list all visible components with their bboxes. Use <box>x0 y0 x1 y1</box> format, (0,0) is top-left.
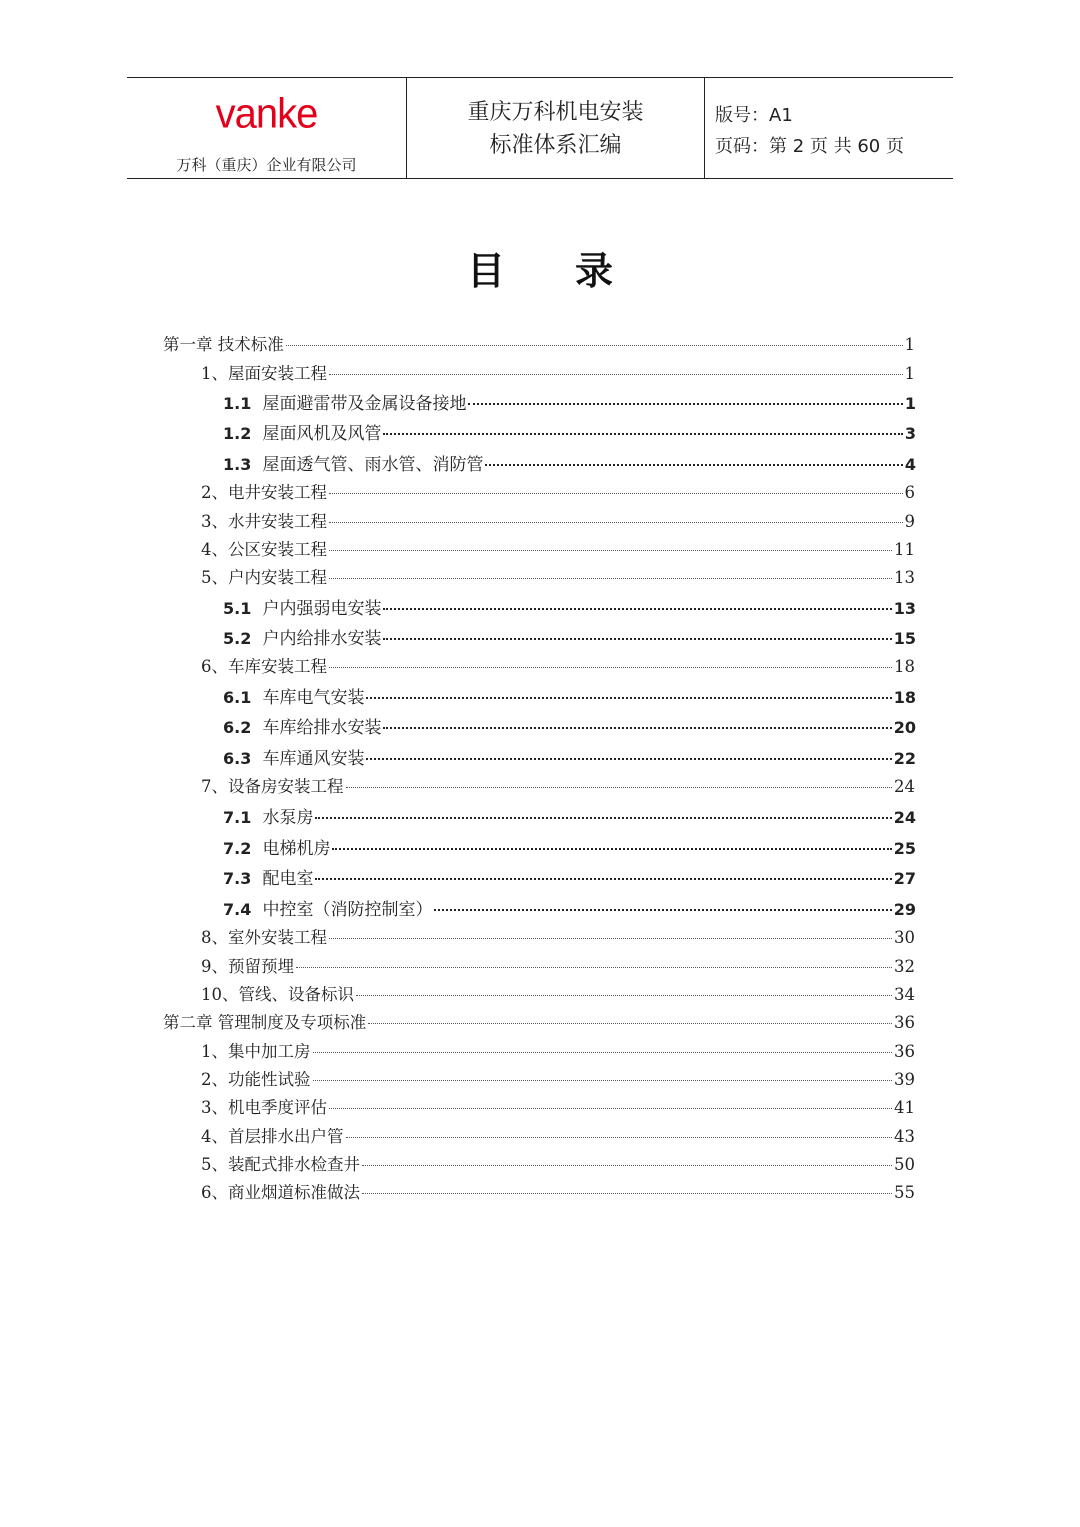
toc-entry-number: 7.3 <box>223 869 252 888</box>
toc-entry-text: 户内强弱电安装 <box>262 599 382 619</box>
toc-leader-dots <box>434 909 891 911</box>
toc-entry-label: 第二章 管理制度及专项标准 <box>163 1013 367 1032</box>
toc-page-number: 39 <box>894 1070 915 1089</box>
toc-leader-dots <box>362 1165 892 1166</box>
toc-page-number: 24 <box>894 777 915 796</box>
toc-entry[interactable] <box>223 895 916 920</box>
toc-page-number: 55 <box>894 1183 915 1202</box>
toc-entry[interactable] <box>223 803 916 828</box>
toc-page-number: 36 <box>894 1013 915 1032</box>
toc-leader-dots <box>383 608 891 610</box>
toc-leader-dots <box>329 578 892 579</box>
toc-entry[interactable] <box>163 1009 915 1033</box>
toc-entry[interactable] <box>163 331 915 355</box>
toc-entry-label: 8、室外安装工程 <box>201 928 327 947</box>
toc-leader-dots <box>366 697 891 699</box>
toc-entry[interactable] <box>201 508 915 532</box>
toc-page-number: 34 <box>894 985 915 1004</box>
toc-page-number: 36 <box>894 1042 915 1061</box>
document-title <box>407 96 704 162</box>
toc-entry-label <box>223 389 466 414</box>
toc-leader-dots <box>329 522 903 523</box>
toc-entry-text: 屋面透气管、雨水管、消防管 <box>262 455 484 475</box>
header-title-cell <box>407 78 705 178</box>
toc-entry[interactable] <box>223 744 916 769</box>
toc-entry[interactable] <box>201 1179 915 1203</box>
toc-entry-label: 第一章 技术标准 <box>163 335 284 354</box>
toc-entry[interactable] <box>223 834 916 859</box>
document-title-line2: 标准体系汇编 <box>489 133 622 158</box>
toc-leader-dots <box>313 1052 893 1053</box>
vanke-logo: vanke <box>215 90 318 138</box>
toc-leader-dots <box>315 878 891 880</box>
toc-entry-label <box>223 450 483 475</box>
toc-leader-dots <box>286 345 903 346</box>
toc-leader-dots <box>329 667 892 668</box>
toc-entry-label: 3、机电季度评估 <box>201 1098 327 1117</box>
toc-entry-number: 1.2 <box>223 424 252 443</box>
toc-entry-label: 7、设备房安装工程 <box>201 777 344 796</box>
toc-entry[interactable] <box>223 419 916 444</box>
document-meta <box>715 100 904 162</box>
toc-entry-label: 6、车库安装工程 <box>201 657 327 676</box>
toc-page-number: 24 <box>893 808 916 827</box>
toc-entry[interactable] <box>223 389 916 414</box>
toc-entry-text: 户内给排水安装 <box>262 629 382 649</box>
toc-page-number: 4 <box>904 455 916 474</box>
header-logo-cell <box>127 78 407 178</box>
toc-entry-text: 车库通风安装 <box>262 749 365 769</box>
company-name: 万科（重庆）企业有限公司 <box>176 156 357 174</box>
toc-leader-dots <box>313 1080 893 1081</box>
document-header <box>127 77 953 179</box>
toc-entry[interactable] <box>201 360 915 384</box>
toc-entry-number: 1.1 <box>223 394 252 413</box>
toc-entry-number: 7.2 <box>223 839 252 858</box>
toc-leader-dots <box>366 758 891 760</box>
toc-page-number: 27 <box>893 869 916 888</box>
toc-entry[interactable] <box>201 1123 915 1147</box>
toc-page-number: 1 <box>904 335 915 354</box>
toc-entry-text: 配电室 <box>262 869 314 889</box>
toc-entry-text: 屋面风机及风管 <box>262 424 382 444</box>
toc-entry[interactable] <box>201 564 915 588</box>
toc-entry[interactable] <box>201 773 915 797</box>
toc-entry-number: 6.1 <box>223 688 252 707</box>
page-info: 页码：第 2 页 共 60 页 <box>715 136 904 157</box>
toc-leader-dots <box>383 727 891 729</box>
toc-entry-number: 5.2 <box>223 629 252 648</box>
toc-entry-label: 2、功能性试验 <box>201 1070 311 1089</box>
toc-leader-dots <box>329 493 903 494</box>
toc-entry[interactable] <box>201 1151 915 1175</box>
toc-entry[interactable] <box>201 1094 915 1118</box>
toc-entry-label <box>223 419 381 444</box>
toc-entry[interactable] <box>223 594 916 619</box>
toc-entry-text: 水泵房 <box>262 808 314 828</box>
toc-page-number: 6 <box>904 483 915 502</box>
toc-entry[interactable] <box>223 713 916 738</box>
toc-entry[interactable] <box>201 653 915 677</box>
toc-entry[interactable] <box>201 1038 915 1062</box>
toc-entry[interactable] <box>201 536 915 560</box>
toc-entry[interactable] <box>201 981 915 1005</box>
toc-entry-label: 6、商业烟道标准做法 <box>201 1183 360 1202</box>
toc-entry-label: 5、户内安装工程 <box>201 568 327 587</box>
toc-entry-label <box>223 713 381 738</box>
toc-page-number: 9 <box>904 512 915 531</box>
toc-page-number: 43 <box>894 1127 915 1146</box>
toc-entry-label: 2、电井安装工程 <box>201 483 327 502</box>
toc-entry[interactable] <box>223 450 916 475</box>
toc-leader-dots <box>346 1137 893 1138</box>
toc-leader-dots <box>329 1108 892 1109</box>
toc-leader-dots <box>383 433 902 435</box>
toc-leader-dots <box>362 1193 892 1194</box>
toc-entry-label <box>223 895 432 920</box>
toc-leader-dots <box>315 817 891 819</box>
toc-entry-label: 5、装配式排水检查井 <box>201 1155 360 1174</box>
toc-leader-dots <box>329 938 892 939</box>
toc-entry-label <box>223 834 330 859</box>
toc-entry[interactable] <box>201 953 915 977</box>
toc-entry-label <box>223 624 381 649</box>
toc-entry-number: 6.3 <box>223 749 252 768</box>
toc-entry[interactable] <box>223 864 916 889</box>
version-number: 版号：A1 <box>715 105 793 126</box>
toc-page-number: 3 <box>904 424 916 443</box>
toc-entry-label: 1、集中加工房 <box>201 1042 311 1061</box>
toc-page-number: 1 <box>904 394 916 413</box>
toc-entry[interactable] <box>201 924 915 948</box>
toc-entry-text: 电梯机房 <box>262 839 331 859</box>
toc-entry-number: 1.3 <box>223 455 252 474</box>
toc-page-number: 29 <box>893 900 916 919</box>
toc-leader-dots <box>296 967 892 968</box>
toc-entry-number: 7.4 <box>223 900 252 919</box>
toc-page-number: 15 <box>893 629 916 648</box>
toc-entry-label: 9、预留预埋 <box>201 957 294 976</box>
toc-leader-dots <box>383 638 891 640</box>
toc-entry-label <box>223 683 364 708</box>
toc-entry-label: 4、首层排水出户管 <box>201 1127 344 1146</box>
toc-page-number: 18 <box>893 688 916 707</box>
toc-page-number: 30 <box>894 928 915 947</box>
toc-page-number: 18 <box>894 657 915 676</box>
toc-entry[interactable] <box>201 1066 915 1090</box>
toc-entry-text: 中控室（消防控制室） <box>262 900 433 920</box>
toc-entry-label <box>223 803 313 828</box>
toc-entry-text: 屋面避雷带及金属设备接地 <box>262 394 467 414</box>
toc-leader-dots <box>329 374 903 375</box>
toc-page-number: 11 <box>894 540 915 559</box>
toc-entry-text: 车库给排水安装 <box>262 718 382 738</box>
toc-title: 目录 <box>466 249 683 293</box>
toc-entry-label <box>223 864 313 889</box>
toc-page-number: 50 <box>894 1155 915 1174</box>
toc-page-number: 22 <box>893 749 916 768</box>
toc-page-number: 13 <box>894 568 915 587</box>
toc-entry-label: 3、水井安装工程 <box>201 512 327 531</box>
toc-page-number: 1 <box>904 364 915 383</box>
toc-page-number: 32 <box>894 957 915 976</box>
header-meta-cell <box>705 78 953 178</box>
toc-leader-dots <box>485 464 902 466</box>
toc-page-number: 20 <box>893 718 916 737</box>
toc-leader-dots <box>468 403 902 405</box>
toc-entry-number: 6.2 <box>223 718 252 737</box>
toc-page-number: 25 <box>893 839 916 858</box>
toc-entry[interactable] <box>201 479 915 503</box>
toc-entry-label <box>223 594 381 619</box>
toc-entry-number: 7.1 <box>223 808 252 827</box>
toc-leader-dots <box>346 787 893 788</box>
document-title-line1: 重庆万科机电安装 <box>467 100 644 125</box>
toc-entry-number: 5.1 <box>223 599 252 618</box>
toc-leader-dots <box>368 1023 892 1024</box>
toc-leader-dots <box>329 550 892 551</box>
toc-entry-label <box>223 744 364 769</box>
toc-page-number: 41 <box>894 1098 915 1117</box>
toc-entry[interactable] <box>223 683 916 708</box>
toc-leader-dots <box>332 848 891 850</box>
toc-entry-label: 10、管线、设备标识 <box>201 985 354 1004</box>
toc-entry-label: 4、公区安装工程 <box>201 540 327 559</box>
toc-leader-dots <box>356 995 892 996</box>
toc-entry-text: 车库电气安装 <box>262 688 365 708</box>
toc-entry[interactable] <box>223 624 916 649</box>
toc-page-number: 13 <box>893 599 916 618</box>
toc-entry-label: 1、屋面安装工程 <box>201 364 327 383</box>
